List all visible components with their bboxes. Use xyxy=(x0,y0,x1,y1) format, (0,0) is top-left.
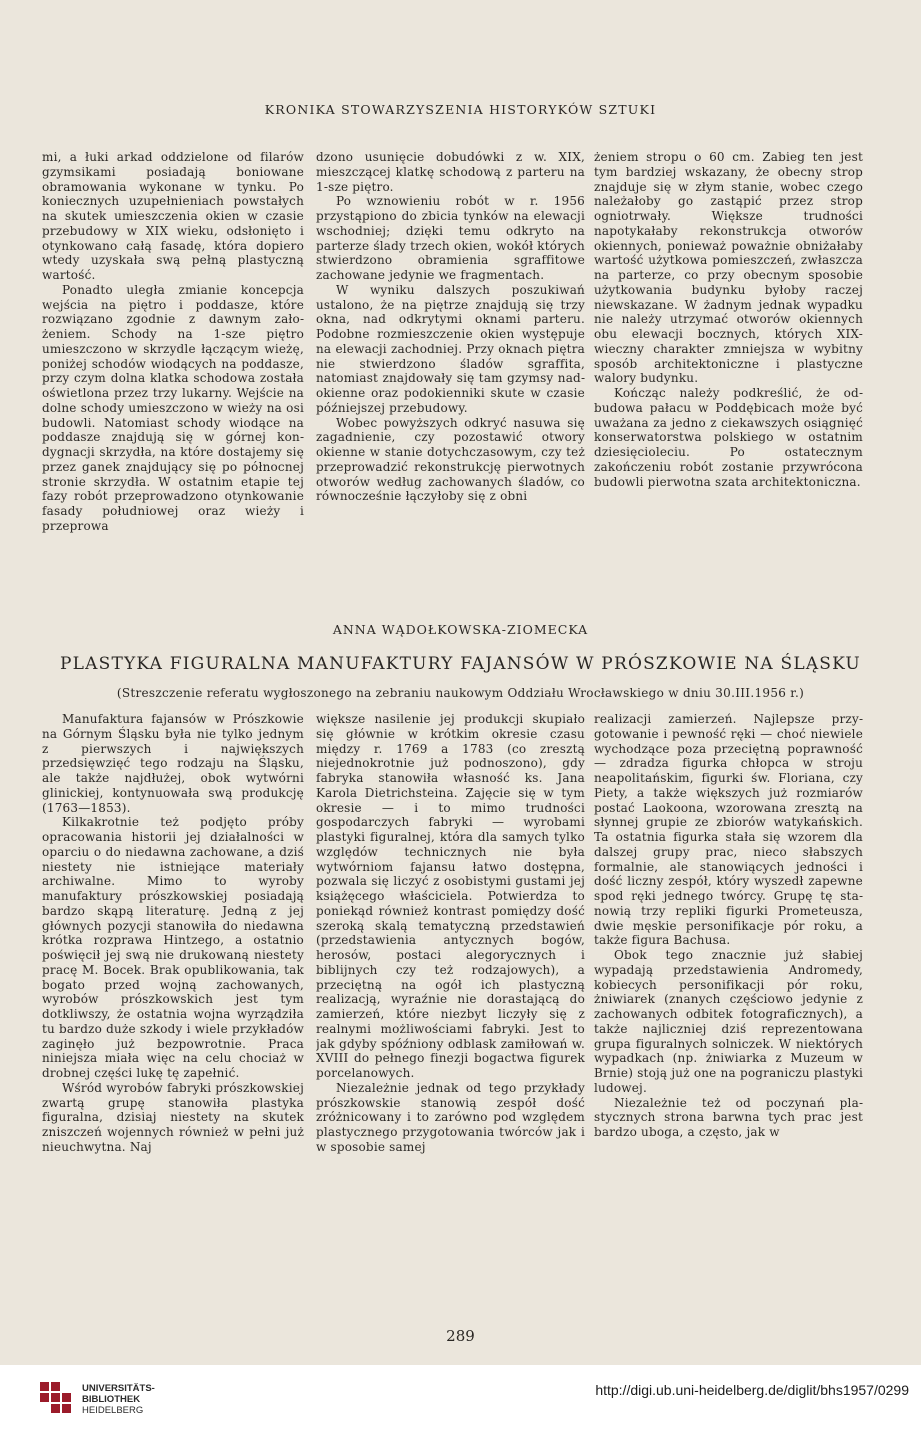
paragraph: Manufaktura fajansów w Prószkowie na Górnym Śląsku była nie tylko jednym z pierwszych i największych przedsięwzięć tego rodzaju na Śląsku, ale także najdłużej, obok wytwórni glinickiej, kontynuowała swą produkcję (1763—1853). xyxy=(42,712,304,815)
paragraph: Po wznowieniu robót w r. 1956 przystąpiono do zbicia tynków na elewacji wschodniej; dzięki temu odkryto na parterze ślady trzech okien, wokół których stwierdzono obramienia sgraffitowe zachowane jedynie we fragmentach. xyxy=(316,194,585,282)
paragraph: żeniem stropu o 60 cm. Zabieg ten jest tym bardziej wskazany, że obecny strop znajduje się w złym stanie, wobec czego należałoby go zastąpić przez strop ogniotrwały. Większe trudności napotykałaby rekonstrukcja otworów okiennych, ponieważ poważnie obniżałaby wartość użytkowa pomieszczeń, zwłaszcza na parterze, co przy obecnym sposobie użytkowania budynku byłoby raczej niewskazane. W żadnym jednak wypadku nie należy utrzymać otworów okiennych obu elewacji bocznych, których XIX-wieczny charakter zmniejsza w wybitny sposób architektoniczne i plastyczne walory budynku. xyxy=(594,150,863,386)
logo-line: UNIVERSITÄTS- xyxy=(82,1383,155,1394)
paragraph: Obok tego znacznie już słabiej wypadają przedstawienia Andromedy, kobiecych personifikacji pór roku, żniwiarek (znanych częściowo jedynie z zachowanych odbitek fotograficznych), a także najliczniej dziś reprezentowana grupa figuralnych solniczek. W niektórych wypadkach (np. żniwiarka z Muzeum w Brnie) stoją już one na pograniczu plastyki ludowej. xyxy=(594,948,863,1095)
section1-column-3 xyxy=(594,150,863,560)
library-logo-text xyxy=(82,1383,155,1416)
article-title: PLASTYKA FIGURALNA MANUFAKTURY FAJANSÓW W PRÓSZKOWIE NA ŚLĄSKU xyxy=(60,654,861,674)
paragraph: dzono usunięcie dobudówki z w. XIX, mieszczącej klatkę schodową z parteru na 1-sze piętro. xyxy=(316,150,585,194)
paragraph: Kończąc należy podkreślić, że odbudowa pałacu w Poddębicach może być uważana za jedno z ciekawszych osiągnięć konserwatorstwa polskiego w ostatnim dziesięcioleciu. Po ostatecznym zakończeniu robót zostanie przywrócona budowli pierwotna szata architektoniczna. xyxy=(594,386,863,489)
section2-column-2 xyxy=(316,712,585,1312)
library-logo[interactable] xyxy=(38,1380,238,1425)
paragraph: Kilkakrotnie też podjęto próby opracowania historii jej działalności w oparciu o do niedawna zachowane, a dziś niestety nie istniejące materiały archiwalne. Mimo to wyroby manufaktury prószkowskiej posiadają bardzo skąpą literaturę. Jedną z jej głównych pozycji stanowiła do niedawna krótka rozprawa Hintzego, a ostatnio poświęcił jej swą nie drukowaną niestety pracę M. Bocek. Brak opublikowania, tak bogato przed wojną zachowanych, wyrobów prószkowskich jest tym dotkliwszy, że ostatnia wojna wyrządziła tu bardzo duże szkody i wiele przykładów zaginęło już bezpowrotnie. Praca niniejsza miała więc na celu chociaż w drobnej części lukę tę zapełnić. xyxy=(42,815,304,1080)
running-head: KRONIKA STOWARZYSZENIA HISTORYKÓW SZTUKI xyxy=(264,102,657,117)
paragraph: mi, a łuki arkad oddzielone od filarów gzymsikami posiadają boniowane obramowania wykonane w tynku. Po koniecznych uzupełnieniach powstałych na skutek umieszczenia okien w czasie przebudowy w XIX wieku, odsłonięto i otynkowano całą fasadę, która dopiero wtedy uzyskała swą pełną plastyczną wartość. xyxy=(42,150,304,282)
paragraph: Niezależnie też od poczynań plastycznych strona barwna tych prac jest bardzo uboga, a często, jak w xyxy=(594,1095,863,1139)
section1-column-1 xyxy=(42,150,304,560)
article-subtitle: (Streszczenie referatu wygłoszonego na zebraniu naukowym Oddziału Wrocławskiego w dniu 30.III.1956 r.) xyxy=(116,686,805,700)
article-author: ANNA WĄDOŁKOWSKA-ZIOMECKA xyxy=(332,622,589,637)
page-number: 289 xyxy=(446,1327,475,1345)
paragraph: Ponadto uległa zmianie koncepcja wejścia na piętro i poddasze, które rozwiązano zgodnie z dawnym założeniem. Schody na 1-sze piętro umieszczono w skrzydle łączącym wieżę, poniżej schodów wiodących na poddasze, przy czym dolna klatka schodowa została oświetlona przez trzy lukarny. Wejście na dolne schody umieszczono w wieży na osi budowli. Natomiast schody wiodące na poddasze znajdują się w górnej kondygnacji skrzydła, na które dostajemy się przez ganek znajdujący się po północnej stronie skrzydła. W ostatnim etapie tej fazy robót przeprowadzono otynkowanie fasady południowej oraz wieży i przeprowa xyxy=(42,282,304,533)
logo-line: BIBLIOTHEK xyxy=(82,1394,141,1405)
section2-column-3 xyxy=(594,712,863,1312)
paragraph: Wobec powyższych odkryć nasuwa się zagadnienie, czy pozostawić otwory okienne w stanie dotychczasowym, czy też przeprowadzić rekonstrukcję pierwotnych otworów według zachowanych śladów, co równocześnie łączyłoby się z obni xyxy=(316,415,585,504)
source-url-link[interactable]: http://digi.ub.uni-heidelberg.de/diglit/bhs1957/0299 xyxy=(595,1382,909,1398)
paragraph: realizacji zamierzeń. Najlepsze przygotowanie i pewność ręki — choć niewiele wychodzące poza przeciętną poprawność — zdradza figurka chłopca w stroju neapolitańskim, figurki św. Floriana, czy Piety, a także większych już rozmiarów postać Laokoona, wzorowana zresztą na słynnej grupie ze zbiorów watykańskich. Ta ostatnia figurka stała się wzorem dla dalszej grupy prac, nieco słabszych formalnie, ale stanowiących jedności i dość liczny zespół, który wyszedł zapewne spod ręki jednego twórcy. Grupę tę stanowią trzy repliki figurki Prometeusza, dwie męskie personifikacje pór roku, a także figura Bachusa. xyxy=(594,712,863,948)
section2-column-1 xyxy=(42,712,304,1312)
footer-bar xyxy=(0,1365,921,1437)
section1-column-2 xyxy=(316,150,585,560)
paragraph: W wyniku dalszych poszukiwań ustalono, że na piętrze znajdują się trzy okna, nad odkrytymi oknami parteru. Podobne rozmieszczenie okien występuje na elewacji zachodniej. Przy oknach piętra nie stwierdzono śladów sgraffita, natomiast znajdowały się tam gzymsy nadokienne oraz podokienniki skute w czasie późniejszej przebudowy. xyxy=(316,282,585,415)
logo-line: HEIDELBERG xyxy=(82,1405,144,1416)
paragraph: Wśród wyrobów fabryki prószkowskiej zwartą grupę stanowiła plastyka figuralna, dzisiaj niestety na skutek zniszczeń wojennych również w pełni już nieuchwytna. Naj xyxy=(42,1080,304,1154)
paragraph: większe nasilenie jej produkcji skupiało się głównie w krótkim okresie czasu między r. 1769 a 1783 (co zresztą niejednokrotnie już podnoszono), gdy fabryka stanowiła własność ks. Jana Karola Dietrichsteina. Zajęcie się w tym okresie — i to mimo trudności gospodarczych fabryki — wyrobami plastyki figuralnej, która dla samych tylko względów technicznych nie była wytwórniom fajansu łatwo dostępna, pozwala się liczyć z osobistymi gustami jej książęcego właściciela. Potwierdza to poniekąd również kontrast pomiędzy dość szeroką skalą tematyczną przedstawień (przedstawienia antycznych bogów, herosów, postaci alegorycznych i biblijnych czy też rodzajowych), a przeciętną na ogół ich plastyczną realizacją, wyraźnie nie dorastającą do zamierzeń, które niezbyt liczyły się z realnymi możliwościami fabryki. Jest to jak gdyby spóźniony odblask zamiłowań w. XVIII do pełnego finezji bogactwa figurek porcelanowych. xyxy=(316,712,585,1080)
library-logo-icon xyxy=(38,1380,74,1416)
paragraph: Niezależnie jednak od tego przykłady prószkowskie stanowią zespół dość zróżnicowany i to zarówno pod względem plastycznego przygotowania twórców jak i w sposobie samej xyxy=(316,1080,585,1154)
